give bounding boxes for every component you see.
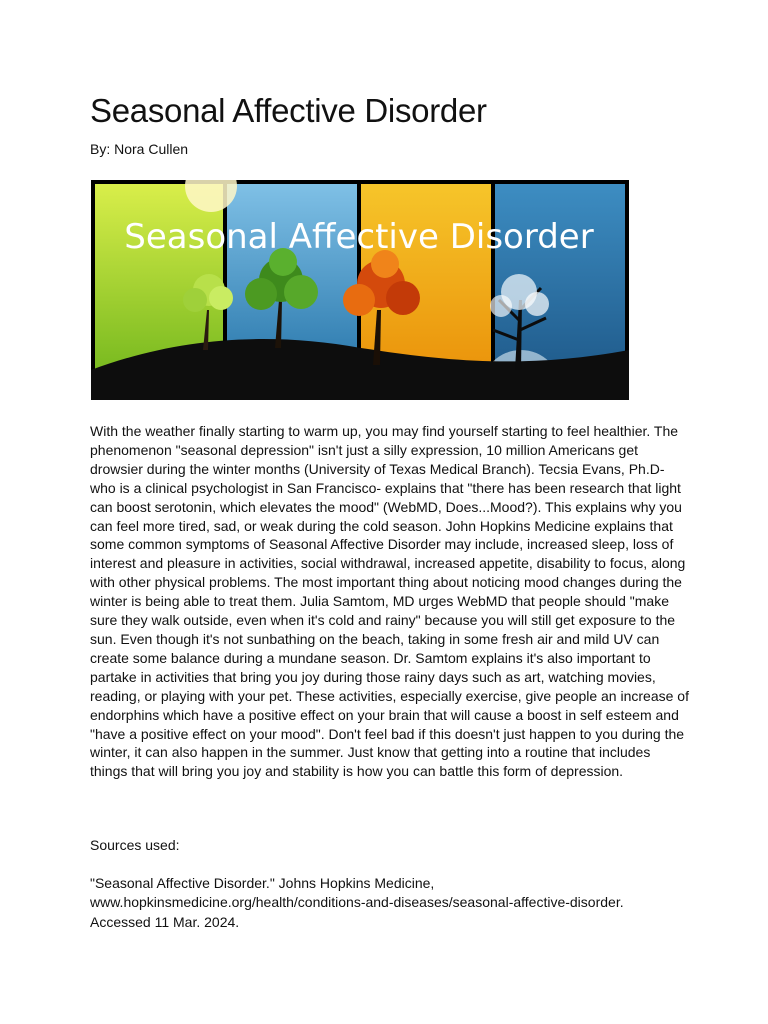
banner-image [91, 180, 629, 400]
citation-url: www.hopkinsmedicine.org/health/conditions-and-diseases/seasonal-affective-disorder. [90, 894, 624, 911]
author-byline: By: Nora Cullen [90, 141, 189, 157]
citation [90, 874, 690, 932]
banner-title: Seasonal Affective Disorder [124, 217, 594, 257]
sources-heading: Sources used: [90, 837, 180, 853]
citation-line: "Seasonal Affective Disorder." Johns Hopkins Medicine, [90, 875, 435, 891]
article-body: With the weather finally starting to warm up, you may find yourself starting to feel healthier. The phenomenon "seasonal depression" isn't just a silly expression, 10 million Americans get drowsier during the winter months (University of Texas Medical Branch). Tecsia Evans, Ph.D-who is a clinical psychologist in San Francisco- explains that "there has been research that light can boost serotonin, which elevates the mood" (WebMD, Does...Mood?). This explains why you can feel more tired, sad, or weak during the cold season. John Hopkins Medicine explains that some common symptoms of Seasonal Affective Disorder may include, increased sleep, loss of interest and pleasure in activities, social withdrawal, increased appetite, disability to focus, along with other physical problems. The most important thing about noticing mood changes during the winter is being able to treat them. Julia Samtom, MD urges WebMD that people should "make sure they walk outside, even when it's cold and rainy" because you will still get exposure to the sun. Even though it's not sunbathing on the beach, taking in some fresh air and mild UV can create some balance during a mundane season. Dr. Samtom explains it's also important to partake in activities that bring you joy during those rainy days such as art, watching movies, reading, or playing with your pet. These activities, especially exercise, give people an increase of endorphins which have a positive effect on your brain that will cause a boost in self esteem and "have a positive effect on your mood". Don't feel bad if this doesn't just happen to you during the winter, it can also happen in the summer. Just know that getting into a routine that includes things that will bring you joy and stability is how you can battle this form of depression. [90, 423, 689, 780]
document-title: Seasonal Affective Disorder [90, 92, 487, 129]
citation-accessed: Accessed 11 Mar. 2024. [90, 913, 240, 930]
